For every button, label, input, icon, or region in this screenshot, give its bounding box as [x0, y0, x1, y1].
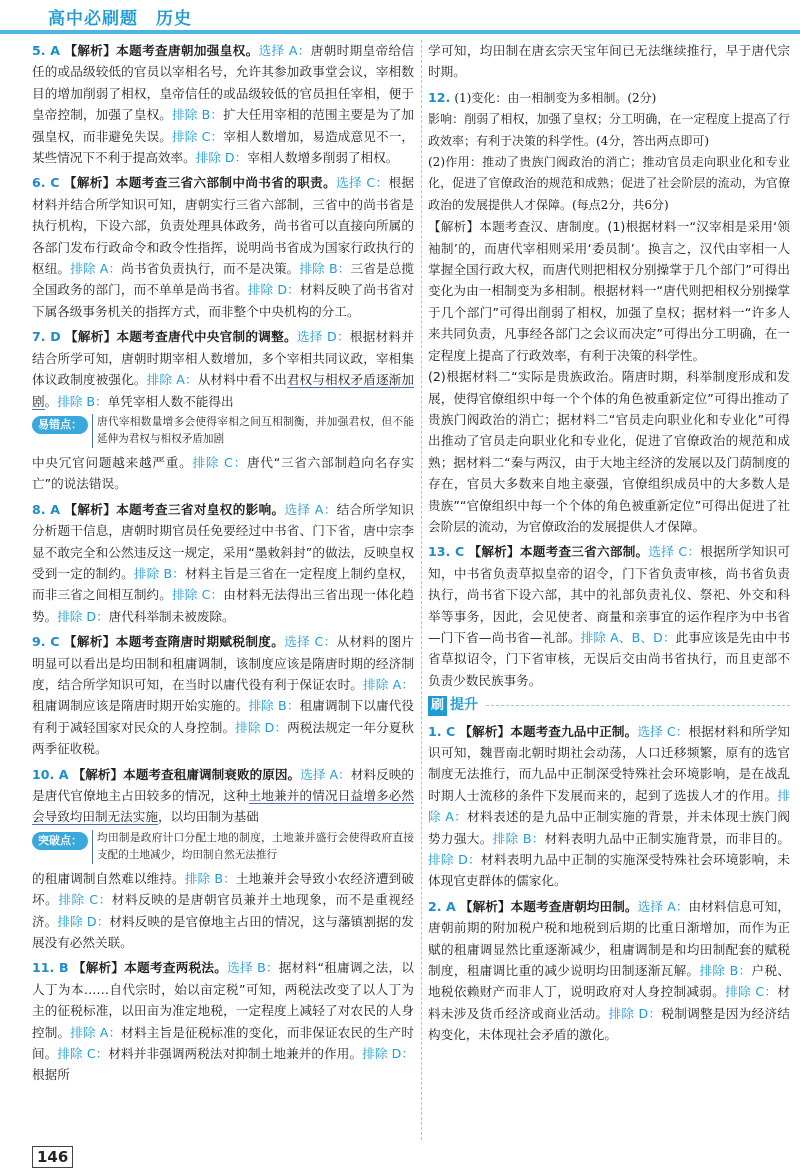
answer-11-continued: 学可知，均田制在唐玄宗天宝年间已无法继续推行，早于唐代宗时期。 — [428, 43, 790, 80]
breakthrough-note-badge: 突破点： — [32, 832, 88, 850]
handwritten-underline: 土地兼并的情况日益增多必然会导致均田制无法实施 — [32, 788, 415, 825]
error-note-text: 唐代宰相数量增多会使得宰相之间互相制衡，并加强君权，但不能延伸为君权与相权矛盾加剧 — [92, 414, 414, 448]
breakthrough-note-text: 均田制是政府计口分配土地的制度，土地兼并盛行会使得政府直接支配的土地减少，均田制自然无法推行 — [92, 830, 414, 864]
error-note-badge: 易错点： — [32, 416, 88, 434]
answer-12-analysis-2: (2)根据材料二“实际是贵族政治。隋唐时期，科举制度形成和发展，使得官僚组织中每一个个体的角色被重新定位”可得出推动了贵族门阀政治的消亡；据材料二“官员走向职业化和专业化”可得出推动了官员走向职业化和专业化，促进了官僚政治的规范和成熟；据材料二“秦与两汉，由于大地主经济的发展以及门荫制度的存在，官员大多数来自地主豪强，官僚组织成员中的大多数人是贵族”“官僚组织中每一个个体的角色被重新定位”可得出促进了社会阶层的流动，为官僚政治的发展提供人才保障。 — [428, 369, 790, 534]
answer-12-impact: 影响：削弱了相权，加强了皇权；分工明确，在一定程度上提高了行政效率；有利于决策的科学性。(4分，答出两点即可) — [428, 112, 790, 148]
question-number: 5. A — [32, 43, 61, 58]
left-column — [32, 40, 414, 1090]
column-divider — [421, 40, 422, 1140]
section-label: 提升 — [450, 697, 479, 714]
answer-12-part2: (2)作用：推动了贵族门阀政治的消亡；推动官员走向职业化和专业化，促进了官僚政治的规范和成熟；促进了社会阶层的流动，为官僚政治的发展提供人才保障。(每点2分，共6分) — [428, 155, 790, 212]
handwritten-underline: 君权与相权矛盾逐渐加剧 — [32, 372, 415, 409]
right-column — [428, 40, 790, 1050]
breakthrough-note — [32, 830, 414, 864]
answer-5: 5. A 【解析】本题考查唐朝加强皇权。选择 A：唐朝时期皇帝给信任的或品级较低的官员以宰相名号，允许其参加政事堂会议，宰相数目的增加削弱了相权，皇帝信任的或品级较低的官员担任宰相，便于皇帝控制，加强了皇权。排除 B：扩大任用宰相的范围主要是为了加强皇权，而非避免失误。排除 C：宰相人数增加，易造成意见不一，某些情况下不利于提高效率。排除 D：宰相人数增多削弱了相权。 — [32, 43, 415, 166]
section-heading-improve — [428, 695, 790, 716]
section-rule — [486, 705, 790, 706]
improve-answer-2: 2. A 【解析】本题考查唐朝均田制。选择 A：由材料信息可知，唐朝前期的附加税户税和地税到后期的比重日渐增加，而作为正赋的租庸调显然比重逐渐减少，租庸调制是和均田制配套的赋税制度，租庸调比重的减少说明均田制逐渐瓦解。排除 B：户税、地税依赖财产而非人丁，说明政府对人身控制减弱。排除 C：材料未涉及货币经济或商业活动。排除 D：税制调整是因为经济结构变化，未体现社会矛盾的激化。 — [428, 898, 791, 1043]
question-number: 8. A — [32, 501, 61, 517]
answer-7: 7. D 【解析】本题考查唐代中央官制的调整。选择 D：根据材料并结合所学可知，唐朝时期宰相人数增加，多个宰相共同议政，宰相集体议政制度被强化。排除 A：从材料中看不出君权与相权矛盾逐渐加剧。排除 B：单凭宰相人数不能得出 易错点： 唐代宰相数量增多会使得宰相之间互相制衡，并加强君权，但不能延伸为君权与相权矛盾加剧 中央冗官问题越来越严重。排除 C：唐代“三省六部制趋向名存实亡”的说法错误。 — [32, 329, 415, 492]
section-badge: 刷 — [428, 696, 447, 716]
improve-answer-1: 1. C 【解析】本题考查九品中正制。选择 C：根据材料和所学知识可知，魏晋南北朝时期社会动荡，人口迁移频繁，原有的选官制度无法推行，而九品中正制深受特殊社会环境影响，是在战乱时期人士流移的条件下发展而来的，起到了选拔人才的作用。排除 A：材料表述的是九品中正制实施的背景，并未体现士族门阀势力强大。排除 B：材料表明九品中正制实施背景，而非目的。排除 D：材料表明九品中正制的实施深受特殊社会环境影响，未体现官吏群体的儒家化。 — [428, 723, 791, 889]
answer-9: 9. C 【解析】本题考查隋唐时期赋税制度。选择 C：从材料的图片明显可以看出是均田制和租庸调制，该制度应该是隋唐时期的经济制度，结合所学知识可知，在当时以庸代役有利于保证农时。排除 A：租庸调制应该是隋唐时期开始实施的。排除 B：租庸调制下以庸代役有利于减轻国家对民众的人身控制。排除 D：两税法规定一年分夏秋两季征收税。 — [32, 634, 415, 757]
question-number: 13. C — [428, 544, 465, 560]
answer-10: 10. A 【解析】本题考查租庸调制衰败的原因。选择 A：材料反映的是唐代官僚地主占田较多的情况，这种土地兼并的情况日益增多必然会导致均田制无法实施，以均田制为基础 突破点： 均田制是政府计口分配土地的制度，土地兼并盛行会使得政府直接支配的土地减少，均田制自然无法推行 的租庸调制自然难以维持。排除 B：土地兼并会导致小农经济遭到破坏。排除 C：材料反映的是唐朝官员兼并土地现象，而不是重视经济。排除 D：材料反映的是官僚地主占田的情况，这与藩镇割据的发展没有必然关联。 — [32, 766, 415, 951]
answer-12-part1: (1)变化：由一相制变为多相制。(2分) — [454, 90, 657, 105]
answer-12 — [428, 87, 790, 538]
answer-8: 8. A 【解析】本题考查三省对皇权的影响。选择 A：结合所学知识分析题干信息，唐朝时期官员任免要经过中书省、门下省，唐中宗李显不敢完全和公然违反这一规定，采用“墨敕斜封”的做法，反映皇权受到一定的制约。排除 B：材料主旨是三省在一定程度上制约皇权，而非三省之间相互制约。排除 C：由材料无法得出三省出现一体化趋势。排除 D：唐代科举制未被废除。 — [32, 501, 415, 624]
error-note — [32, 414, 414, 448]
answer-11: 11. B 【解析】本题考查两税法。选择 B：据材料“租庸调之法，以人丁为本……自代宗时，始以亩定税”可知，两税法改变了以人丁为主的征税标准，以田亩为准定地税，一定程度上减轻了对农民的人身控制。排除 A：材料主旨是征税标准的变化，而非保证农民的生产时间。排除 C：材料并非强调两税法对抑制土地兼并的作用。排除 D：根据所 — [32, 960, 415, 1083]
book-title: 高中必刷题 历史 — [48, 9, 192, 29]
question-number: 2. A — [428, 898, 456, 914]
question-number: 12. — [428, 89, 451, 105]
header-rule — [0, 30, 800, 34]
question-number: 1. C — [428, 723, 456, 739]
question-number: 9. C — [32, 634, 60, 650]
question-number: 11. B — [32, 960, 69, 976]
page-number: 146 — [32, 1146, 73, 1168]
question-number: 10. A — [32, 766, 69, 782]
page-header — [0, 0, 800, 36]
answer-6: 6. C 【解析】本题考查三省六部制中尚书省的职责。选择 C：根据材料并结合所学知识可知，唐朝实行三省六部制，三省中的尚书省是执行机构，下设六部，负责处理具体政务，尚书省可以直接向所属的各部门发布行政命令和政令性指挥，说明尚书省成为国家行政执行的枢纽。排除 A：尚书省负责执行，而不是决策。排除 B：三省是总揽全国政务的部门，而不单单是尚书省。排除 D：材料反映了尚书省对下属各级事务机关的指挥方式，而非整个中央机构的分工。 — [32, 175, 415, 319]
question-number: 6. C — [32, 175, 60, 191]
answer-13: 13. C 【解析】本题考查三省六部制。选择 C：根据所学知识可知，中书省负责草拟皇帝的诏令，门下省负责审核，尚书省负责执行，尚书省下设六部，其中的礼部负责礼仪、祭祀、外交和科举等事务，因此，会见使者、商量和亲事宜的运作程序为中书省—门下省—尚书省—礼部。排除 A、B、D：此事应该是先由中书省草拟诏令，门下省审核，无误后交由尚书省执行，而且吏部不负责少数民族事务。 — [428, 544, 791, 688]
question-number: 7. D — [32, 329, 61, 345]
answer-12-analysis-1: 【解析】本题考查汉、唐制度。(1)根据材料一“汉宰相是采用‘领袖制’的，而唐代宰相则采用‘委员制’。换言之，汉代由宰相一人掌握全国行政大权，而唐代则把相权分别操掌于几个部门”可得出变化为由一相制变为多相制。根据材料一“唐代则把相权分别操掌于几个部门”可得出削弱了相权，加强了皇权；据材料一“许多人来共同负责，凡事经各部门之会议而决定”可得出分工明确，在一定程度上提高了行政效率，有利于决策的科学性。 — [428, 219, 790, 363]
